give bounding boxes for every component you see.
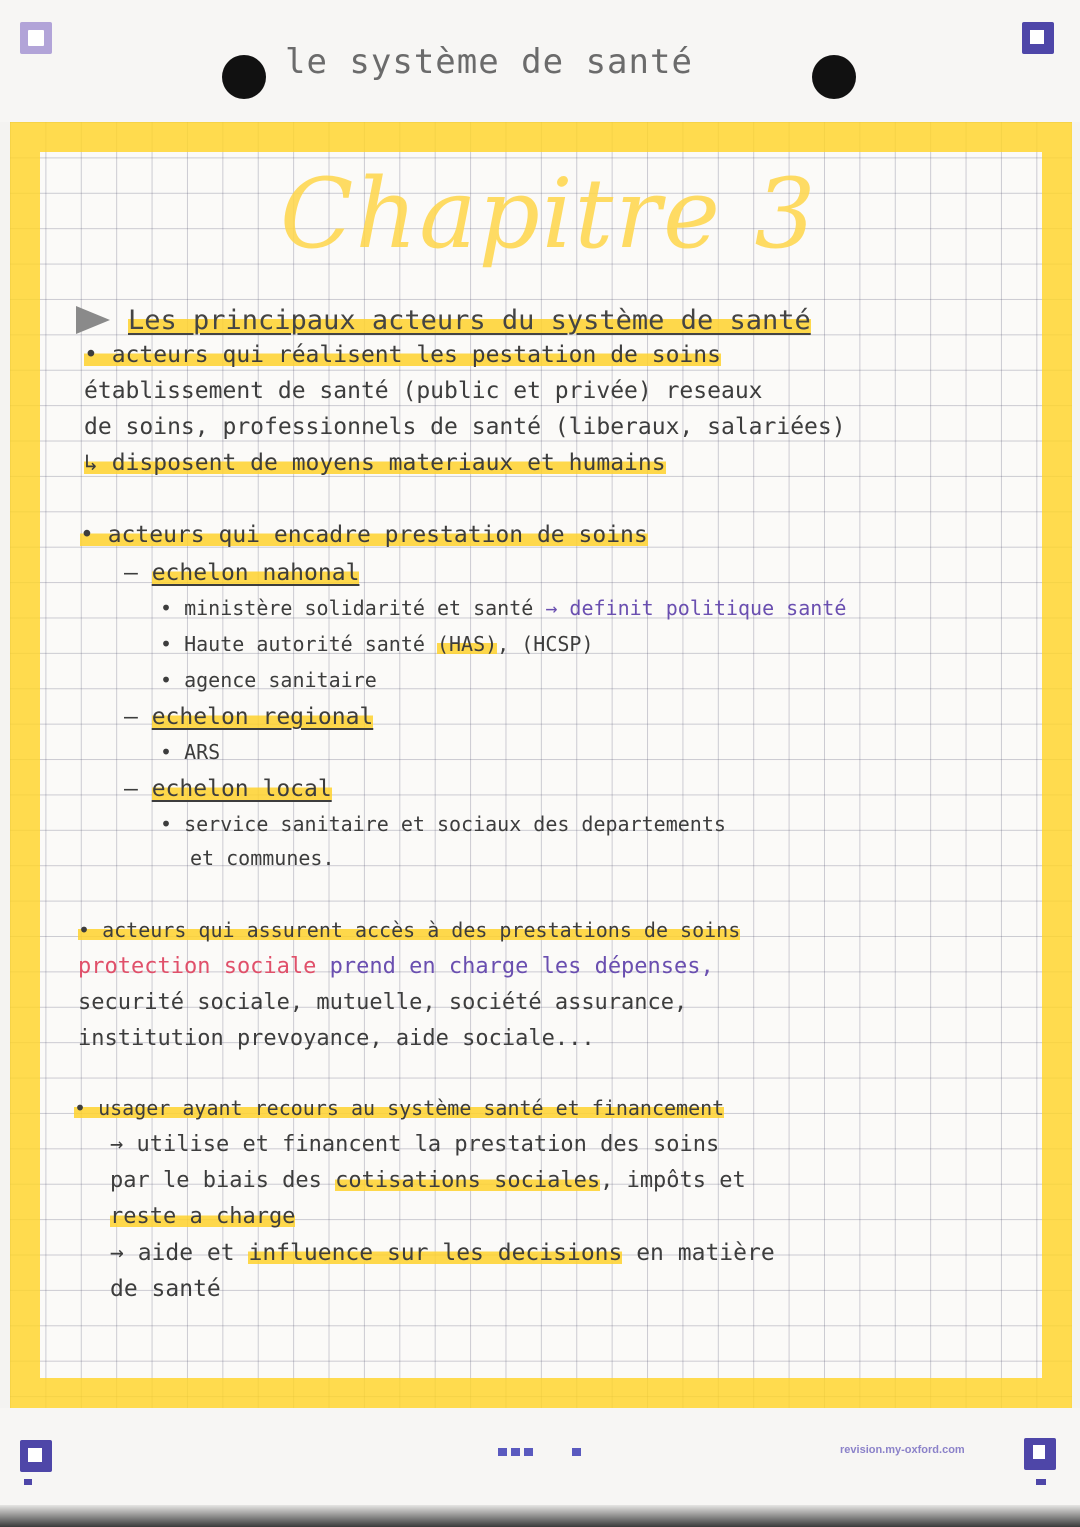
block3-line1: protection sociale prend en charge les dépenses, — [78, 954, 714, 979]
block1-line1: établissement de santé (public et privée) reseaux — [84, 378, 763, 404]
corner-marker-top-right-icon — [1022, 22, 1054, 54]
chapter-title: Chapitre 3 — [280, 158, 818, 270]
block4-line2: par le biais des cotisations sociales, impôts et — [110, 1168, 746, 1193]
national-item-agence: • agence sanitaire — [160, 668, 377, 692]
block3-line2: securité sociale, mutuelle, société assurance, — [78, 990, 688, 1015]
block2-heading: • acteurs qui encadre prestation de soins — [80, 522, 648, 548]
block1-heading: • acteurs qui réalisent les pestation de soins — [84, 342, 721, 368]
echelon-national-label: – echelon nahonal — [124, 560, 360, 586]
binder-hole-right — [812, 55, 856, 99]
block4-line1: → utilise et financent la prestation des soins — [110, 1132, 720, 1157]
block4-heading: • usager ayant recours au système santé et financement — [74, 1096, 725, 1120]
corner-marker-dot — [24, 1479, 32, 1485]
block4-line3: reste a charge — [110, 1204, 296, 1229]
block1-line2: de soins, professionnels de santé (liberaux, salariées) — [84, 414, 846, 440]
corner-marker-bottom-right-icon — [1024, 1438, 1056, 1470]
section-heading: Les principaux acteurs du système de santé — [128, 305, 811, 336]
block4-line5: de santé — [110, 1276, 221, 1302]
local-item-line2: et communes. — [190, 846, 335, 870]
regional-item-ars: • ARS — [160, 740, 221, 764]
block3-heading: • acteurs qui assurent accès à des prestations de soins — [78, 918, 741, 942]
national-item-has: • Haute autorité santé (HAS), (HCSP) — [160, 632, 594, 656]
corner-marker-top-left-icon — [20, 22, 52, 54]
corner-marker-bottom-left-icon — [20, 1440, 52, 1472]
block1-line3: ↳ disposent de moyens materiaux et humains — [84, 450, 666, 476]
echelon-local-label: – echelon local — [124, 776, 332, 802]
triangle-arrow-icon — [76, 306, 110, 334]
sheet-title: le système de santé — [285, 42, 693, 82]
binder-hole-left — [222, 55, 266, 99]
echelon-regional-label: – echelon regional — [124, 704, 374, 730]
block4-line4: → aide et influence sur les decisions en matière — [110, 1240, 775, 1266]
block3-line3: institution prevoyance, aide sociale... — [78, 1026, 595, 1051]
footer-url: revision.my-oxford.com — [840, 1444, 965, 1456]
bottom-shadow — [0, 1505, 1080, 1527]
local-item-line1: • service sanitaire et sociaux des departements — [160, 812, 726, 836]
corner-marker-dot — [1036, 1479, 1046, 1485]
national-item-ministere: • ministère solidarité et santé → definit politique santé — [160, 596, 847, 620]
